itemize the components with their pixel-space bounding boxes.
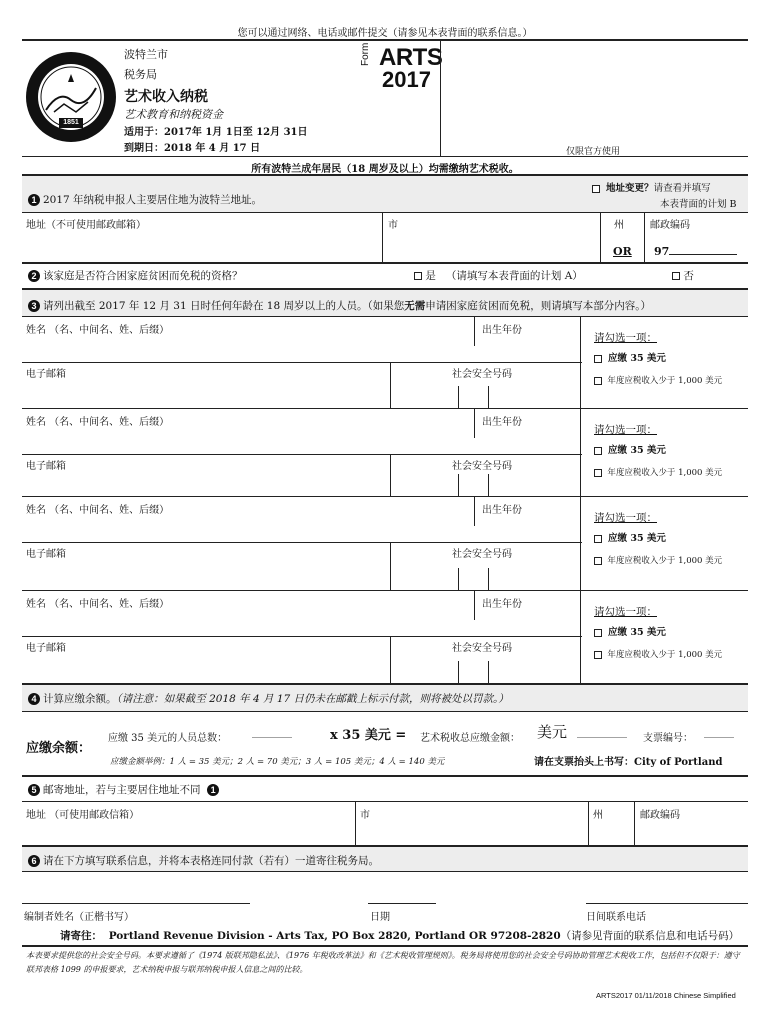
s1-row-rule bbox=[22, 212, 748, 213]
s5-zip-label: 邮政编码 bbox=[640, 810, 680, 821]
banner-top-rule bbox=[22, 156, 748, 157]
office-use-label: 仅限官方使用 bbox=[566, 147, 621, 157]
section1-text: 2017 年纳税申报人主要居住地为波特兰地址。 bbox=[43, 194, 263, 206]
payee-text: 请在支票抬头上书写：City of Portland bbox=[534, 757, 723, 768]
option-owe-35 bbox=[594, 442, 666, 456]
section2-text: 该家庭是否符合困家庭贫困而免税的资格？ bbox=[43, 270, 243, 282]
low-income-label: 年度应税收入少于 1,000 美元 bbox=[607, 556, 723, 566]
birth-year-label: 出生年份 bbox=[482, 599, 522, 610]
no-checkbox[interactable] bbox=[672, 272, 680, 280]
section2-no bbox=[672, 268, 694, 283]
s1-city-label: 市 bbox=[388, 220, 398, 231]
section3-heading bbox=[28, 298, 651, 313]
city-seal bbox=[24, 50, 118, 144]
option-low-income bbox=[594, 554, 722, 566]
birth-year-label: 出生年份 bbox=[482, 505, 522, 516]
owe-35-label: 应缴 35 美元 bbox=[608, 445, 666, 456]
low-income-label: 年度应税收入少于 1,000 美元 bbox=[607, 650, 723, 660]
owe-35-label: 应缴 35 美元 bbox=[608, 533, 666, 544]
email-label: 电子邮箱 bbox=[26, 461, 66, 472]
count-label: 应缴 35 美元的人员总数： bbox=[108, 733, 228, 744]
section6-text: 请在下方填写联系信息，并将本表格连同付款（若有）一道寄往税务局。 bbox=[43, 855, 379, 867]
name-label: 姓名 （名、中间名、姓、后缀） bbox=[26, 325, 170, 336]
section2-yes bbox=[414, 268, 583, 283]
section5-ref-number: 1 bbox=[207, 784, 219, 796]
no-label: 否 bbox=[683, 270, 694, 282]
name-label: 姓名 （名、中间名、姓、后缀） bbox=[26, 417, 170, 428]
zip-prefix: 97 bbox=[654, 245, 670, 258]
form-word: Form bbox=[360, 42, 371, 66]
address-change-label: 地址变更？ bbox=[606, 183, 654, 194]
owe-35-label: 应缴 35 美元 bbox=[608, 353, 666, 364]
banner-text: 所有波特兰成年居民（18 周岁及以上）均需缴纳艺术税收。 bbox=[251, 164, 519, 175]
ssn-label: 社会安全号码 bbox=[452, 461, 512, 472]
example-text: 应缴金额举例：1 人 = 35 美元；2 人 = 70 美元；3 人 = 105 美元；4 人 = 140 美元 bbox=[110, 757, 445, 767]
s1-state-value[interactable]: OR bbox=[613, 245, 632, 258]
owe-35-checkbox[interactable] bbox=[594, 355, 602, 363]
applies-period: 适用于：2017年 1月 1日至 12月 31日 bbox=[124, 127, 308, 138]
option-low-income bbox=[594, 374, 722, 386]
count-input[interactable]: ________ bbox=[252, 727, 292, 738]
section3-text-tail: 申请困家庭贫困而免税，则请填写本部分内容。） bbox=[425, 300, 652, 312]
email-label: 电子邮箱 bbox=[26, 369, 66, 380]
s1-zip-value[interactable] bbox=[654, 245, 737, 258]
section4-heading bbox=[28, 691, 509, 706]
form-title: 艺术收入纳税 bbox=[124, 89, 208, 105]
form-year: 2017 bbox=[382, 67, 431, 92]
top-note: 您可以通过网络、电话或邮件提交（请参见本表背面的联系信息。） bbox=[237, 28, 533, 39]
org-line1: 波特兰市 bbox=[124, 48, 168, 61]
owe-35-checkbox[interactable] bbox=[594, 629, 602, 637]
yes-label: 是 bbox=[425, 270, 436, 282]
phone-label: 日间联系电话 bbox=[586, 912, 646, 923]
address-change-note2: 本表背面的计划 B bbox=[660, 199, 737, 210]
check-input[interactable]: ______ bbox=[704, 727, 734, 738]
form-name: ARTS bbox=[379, 44, 443, 71]
address-change-checkbox[interactable] bbox=[592, 185, 600, 193]
org-line2: 税务局 bbox=[124, 68, 157, 81]
ssn-label: 社会安全号码 bbox=[452, 369, 512, 380]
section4-number: 4 bbox=[28, 693, 40, 705]
section3-text-bold: 无需 bbox=[404, 300, 426, 312]
email-label: 电子邮箱 bbox=[26, 643, 66, 654]
s1-zip-label: 邮政编码 bbox=[650, 220, 690, 231]
low-income-checkbox[interactable] bbox=[594, 469, 602, 477]
due-date: 到期日：2018 年 4 月 17 日 bbox=[124, 143, 261, 154]
choose-one-label: 请勾选一项： bbox=[594, 606, 657, 618]
privacy-notice: 本表要求提供您的社会安全号码。本要求遵循了《1974 版联邦隐私法》、《1976 年税收改革法》和《艺术税收管理规则》。税务局将使用您的社会安全号码协助管理艺术税收工作，包括但不仅限于：遵守联邦表格 1099 的申报要求，艺术纳税申报与联邦纳税申报人信息之间的比较。 bbox=[26, 951, 740, 974]
s1-state-label: 州 bbox=[614, 220, 624, 231]
option-owe-35 bbox=[594, 530, 666, 544]
section5-number: 5 bbox=[28, 784, 40, 796]
owe-35-label: 应缴 35 美元 bbox=[608, 627, 666, 638]
email-label: 电子邮箱 bbox=[26, 549, 66, 560]
section6-number: 6 bbox=[28, 855, 40, 867]
section1-number: 1 bbox=[28, 194, 40, 206]
s5-address-label: 地址 （可使用邮政信箱） bbox=[26, 810, 140, 821]
birth-year-label: 出生年份 bbox=[482, 417, 522, 428]
section6-heading bbox=[28, 853, 379, 868]
preparer-line[interactable] bbox=[22, 903, 250, 904]
owe-35-checkbox[interactable] bbox=[594, 535, 602, 543]
choose-one-label: 请勾选一项： bbox=[594, 512, 657, 524]
check-label: 支票编号： bbox=[643, 733, 693, 744]
low-income-label: 年度应税收入少于 1,000 美元 bbox=[607, 468, 723, 478]
section4-note: （请注意：如果截至 2018 年 4 月 17 日仍未在邮戳上标示付款，则将被处以罚款。） bbox=[116, 693, 509, 705]
option-low-income bbox=[594, 466, 722, 478]
s5-city-label: 市 bbox=[360, 810, 370, 821]
option-owe-35 bbox=[594, 624, 666, 638]
mail-to-label: 请寄往： bbox=[60, 930, 102, 942]
mail-to-address: Portland Revenue Division - Arts Tax, PO Box 2820, Portland OR 97208-2820 bbox=[108, 930, 561, 942]
birth-year-label: 出生年份 bbox=[482, 325, 522, 336]
mail-to bbox=[60, 928, 739, 943]
section3-text: 请列出截至 2017 年 12 月 31 日时任何年龄在 18 周岁以上的人员。（如果您 bbox=[43, 300, 405, 312]
total-unit: 美元 bbox=[537, 723, 568, 741]
owe-35-checkbox[interactable] bbox=[594, 447, 602, 455]
form-id: ARTS2017 01/11/2018 Chinese Simplified bbox=[596, 991, 736, 1000]
section3-number: 3 bbox=[28, 300, 40, 312]
section1-heading bbox=[28, 192, 262, 207]
low-income-checkbox[interactable] bbox=[594, 557, 602, 565]
yes-note: （请填写本表背面的计划 A） bbox=[445, 270, 583, 282]
s1-address-label: 地址（不可使用邮政邮箱） bbox=[26, 220, 146, 231]
section2-heading bbox=[28, 268, 243, 283]
phone-line[interactable] bbox=[586, 903, 748, 904]
preparer-label: 编制者姓名（正楷书写） bbox=[24, 912, 134, 923]
form-subtitle: 艺术教育和纳税资金 bbox=[124, 108, 223, 121]
low-income-label: 年度应税收入少于 1,000 美元 bbox=[607, 376, 723, 386]
option-low-income bbox=[594, 648, 722, 660]
name-label: 姓名 （名、中间名、姓、后缀） bbox=[26, 599, 170, 610]
mail-to-note: （请参见背面的联系信息和电话号码） bbox=[560, 930, 740, 942]
balance-label: 应缴余额： bbox=[26, 741, 92, 756]
address-change-row bbox=[592, 180, 711, 194]
ssn-label: 社会安全号码 bbox=[452, 549, 512, 560]
choose-one-label: 请勾选一项： bbox=[594, 424, 657, 436]
seal-year: 1851 bbox=[63, 119, 79, 126]
total-input[interactable]: __________ bbox=[577, 727, 627, 738]
date-line[interactable] bbox=[368, 903, 436, 904]
s5-state-label: 州 bbox=[593, 810, 603, 821]
multiplier: x 35 美元 = bbox=[330, 728, 407, 743]
section2-number: 2 bbox=[28, 270, 40, 282]
address-change-note: 请查看并填写 bbox=[653, 183, 711, 194]
section5-text: 邮寄地址，若与主要居住地址不同 bbox=[43, 784, 201, 796]
date-label: 日期 bbox=[370, 912, 390, 923]
low-income-checkbox[interactable] bbox=[594, 651, 602, 659]
total-label: 艺术税收总应缴金额： bbox=[420, 733, 520, 744]
choose-one-label: 请勾选一项： bbox=[594, 332, 657, 344]
name-label: 姓名 （名、中间名、姓、后缀） bbox=[26, 505, 170, 516]
office-divider bbox=[440, 40, 441, 156]
low-income-checkbox[interactable] bbox=[594, 377, 602, 385]
ssn-label: 社会安全号码 bbox=[452, 643, 512, 654]
top-rule bbox=[22, 39, 748, 41]
yes-checkbox[interactable] bbox=[414, 272, 422, 280]
section4-text: 计算应缴余额。 bbox=[43, 693, 117, 705]
option-owe-35 bbox=[594, 350, 666, 364]
section5-heading bbox=[28, 782, 222, 797]
